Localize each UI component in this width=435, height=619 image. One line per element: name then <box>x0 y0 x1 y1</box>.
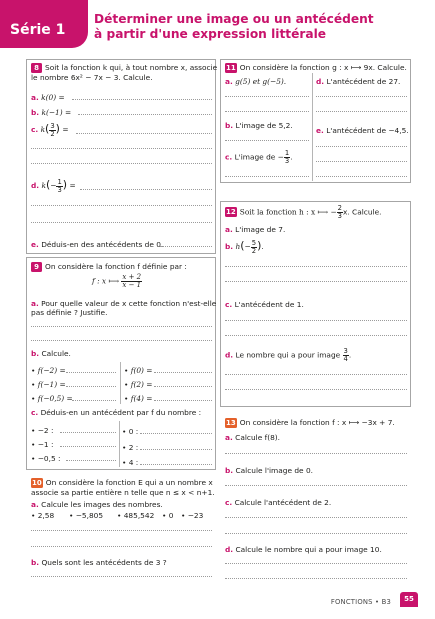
answer-line-11e-1[interactable] <box>316 146 407 147</box>
exercise-number-badge: 13 <box>226 419 236 427</box>
question-12d: d. Le nombre qui a pour image $\frac{3}{4}$ . <box>225 347 352 363</box>
question-11b: b. L'image de 5,2. <box>225 121 293 130</box>
answer-line-8e[interactable] <box>160 246 212 247</box>
eval-f-minus2: • f(−2) = <box>31 366 66 375</box>
exercise-number-badge: 10 <box>32 479 42 487</box>
antecedent-0: • 0 : <box>122 427 139 436</box>
answer-line-9b-3[interactable] <box>72 400 116 401</box>
exercise-number-badge: 9 <box>31 262 42 272</box>
answer-line-8d-3[interactable] <box>31 222 212 223</box>
chapter-footer: FONCTIONS • B3 <box>330 598 391 606</box>
exercise-8-intro-2: le nombre 6x² − 7x − 3. Calcule. <box>31 73 153 82</box>
exercise-10-intro-1: 10 On considère la fonction E qui a un nombre x <box>32 478 213 487</box>
question-10b: b. Quels sont les antécédents de 3 ? <box>31 558 167 567</box>
divider <box>312 73 313 181</box>
question-9b: b. Calcule. <box>31 349 71 358</box>
eval-f-0: • f(0) = <box>124 366 153 375</box>
answer-line-9a-2[interactable] <box>31 340 212 341</box>
antecedent-2: • 2 : <box>122 443 139 452</box>
answer-line-9c-4[interactable] <box>140 433 212 434</box>
answer-line-11e-2[interactable] <box>316 161 407 162</box>
question-13c: c. Calcule l'antécédent de 2. <box>225 498 332 507</box>
eval-f-minus1: • f(−1) = <box>31 380 66 389</box>
function-definition-f: f : x ⟼ $\frac{x + 2}{x - 1}$ <box>92 273 142 289</box>
antecedent-minus1: • −1 : <box>31 440 54 449</box>
answer-line-11d-2[interactable] <box>316 111 407 112</box>
exercise-8-box <box>26 59 216 254</box>
exercise-8-intro-1: 8 Soit la fonction k qui, à tout nombre x, associe <box>31 63 217 73</box>
answer-line-12d-1[interactable] <box>225 374 407 375</box>
page-title-line2: à partir d'une expression littérale <box>94 27 327 41</box>
question-11d: d. L'antécédent de 27. <box>316 77 401 86</box>
divider <box>119 421 120 467</box>
answer-line-9c-6[interactable] <box>140 464 212 465</box>
answer-line-12c-1[interactable] <box>225 320 407 321</box>
exercise-number-badge: 11 <box>226 64 236 72</box>
answer-line-12b-2[interactable] <box>225 281 407 282</box>
answer-line-8c-1[interactable] <box>76 133 212 134</box>
answer-line-10b-1[interactable] <box>31 576 212 577</box>
answer-line-11d-1[interactable] <box>316 96 407 97</box>
question-11e: e. L'antécédent de −4,5. <box>316 126 409 135</box>
answer-line-8d-1[interactable] <box>80 189 212 190</box>
answer-line-9c-1[interactable] <box>60 432 116 433</box>
answer-line-9b-6[interactable] <box>154 400 212 401</box>
question-8a: a. k(0) = <box>31 93 65 102</box>
question-9c: c. Déduis-en un antécédent par f du nombre : <box>31 408 202 417</box>
antecedent-4: • 4 : <box>122 458 139 467</box>
antecedent-minus05: • −0,5 : <box>31 454 61 463</box>
answer-line-9c-3[interactable] <box>66 460 116 461</box>
exercise-number-badge: 12 <box>226 208 236 217</box>
page-title-line1: Déterminer une image ou un antécédent <box>94 12 374 26</box>
answer-line-13d-2[interactable] <box>225 578 407 579</box>
question-9a-2: pas définie ? Justifie. <box>31 308 108 317</box>
answer-line-13a-1[interactable] <box>225 453 407 454</box>
answer-line-12b-1[interactable] <box>225 266 407 267</box>
answer-line-13b-1[interactable] <box>225 485 407 486</box>
eval-f-4: • f(4) = <box>124 394 153 403</box>
answer-line-13d-1[interactable] <box>225 563 407 564</box>
fraction-3-2: $\frac{3}{2}$ <box>50 121 55 138</box>
answer-line-13c-2[interactable] <box>225 533 407 534</box>
exercise-10-intro-2: associe sa partie entière n telle que n ≤ x < n+1. <box>31 488 215 497</box>
answer-line-11a-1[interactable] <box>225 96 309 97</box>
exercise-9-intro: 9 On considère la fonction f définie par : <box>31 262 187 272</box>
exercise-11-intro: 11 On considère la fonction g : x ⟼ 9x. Calcule. <box>226 63 407 72</box>
question-13a: a. Calcule f(8). <box>225 433 281 442</box>
question-11c: c. L'image de − $\frac{1}{3}$ . <box>225 149 293 165</box>
divider <box>120 362 121 404</box>
answer-line-11a-2[interactable] <box>225 111 309 112</box>
answer-line-11c[interactable] <box>225 176 309 177</box>
answer-line-9a-1[interactable] <box>31 326 212 327</box>
answer-line-8c-3[interactable] <box>31 163 212 164</box>
answer-line-10a-1[interactable] <box>31 530 212 531</box>
question-11a: a. g(5) et g(−5). <box>225 77 287 86</box>
question-8c: c. k( $\frac{3}{2}$ ) = <box>31 121 69 138</box>
question-8e: e. Déduis-en des antécédents de 0. <box>31 240 164 249</box>
page-number: 55 <box>400 592 418 607</box>
series-label: Série 1 <box>10 22 66 38</box>
question-9a-1: a. Pour quelle valeur de x cette fonction n'est-elle <box>31 299 217 308</box>
question-8b: b. k(−1) = <box>31 108 72 117</box>
answer-line-11b[interactable] <box>225 140 309 141</box>
answer-line-8c-2[interactable] <box>31 148 212 149</box>
question-8d: d. k(− $\frac{1}{3}$ ) = <box>31 177 76 194</box>
answer-line-9b-5[interactable] <box>154 386 212 387</box>
answer-line-8a[interactable] <box>72 99 212 100</box>
question-12b: b. h(− $\frac{5}{2}$ ). <box>225 238 264 255</box>
answer-line-12d-2[interactable] <box>225 389 407 390</box>
answer-line-13c-1[interactable] <box>225 517 407 518</box>
question-13b: b. Calcule l'image de 0. <box>225 466 314 475</box>
question-13d: d. Calcule le nombre qui a pour image 10. <box>225 545 382 554</box>
answer-line-9c-2[interactable] <box>60 446 116 447</box>
question-12c: c. L'antécédent de 1. <box>225 300 304 309</box>
exercise-12-intro: 12 Soit la fonction h : x ⟼ − $\frac{2}{3}$ x. Calcule. <box>226 204 382 220</box>
exercise-13-intro: 13 On considère la fonction f : x ⟼ −3x + 7. <box>226 418 395 427</box>
question-12a: a. L'image de 7. <box>225 225 286 234</box>
answer-line-10a-2[interactable] <box>31 546 212 547</box>
answer-line-9b-2[interactable] <box>66 386 116 387</box>
answer-line-8b[interactable] <box>78 114 212 115</box>
answer-line-9c-5[interactable] <box>140 449 212 450</box>
answer-line-9b-1[interactable] <box>66 372 116 373</box>
eval-f-2: • f(2) = <box>124 380 153 389</box>
antecedent-minus2: • −2 : <box>31 426 54 435</box>
answer-line-12c-2[interactable] <box>225 335 407 336</box>
answer-line-9b-4[interactable] <box>154 372 212 373</box>
exercise-number-badge: 8 <box>31 63 42 73</box>
question-10a: a. Calcule les images des nombres. <box>31 500 163 509</box>
answer-line-8d-2[interactable] <box>31 205 212 206</box>
eval-f-minus05: • f(−0,5) = <box>31 394 73 403</box>
answer-line-11e-3[interactable] <box>316 176 407 177</box>
fraction-1-3: $\frac{1}{3}$ <box>57 177 62 194</box>
